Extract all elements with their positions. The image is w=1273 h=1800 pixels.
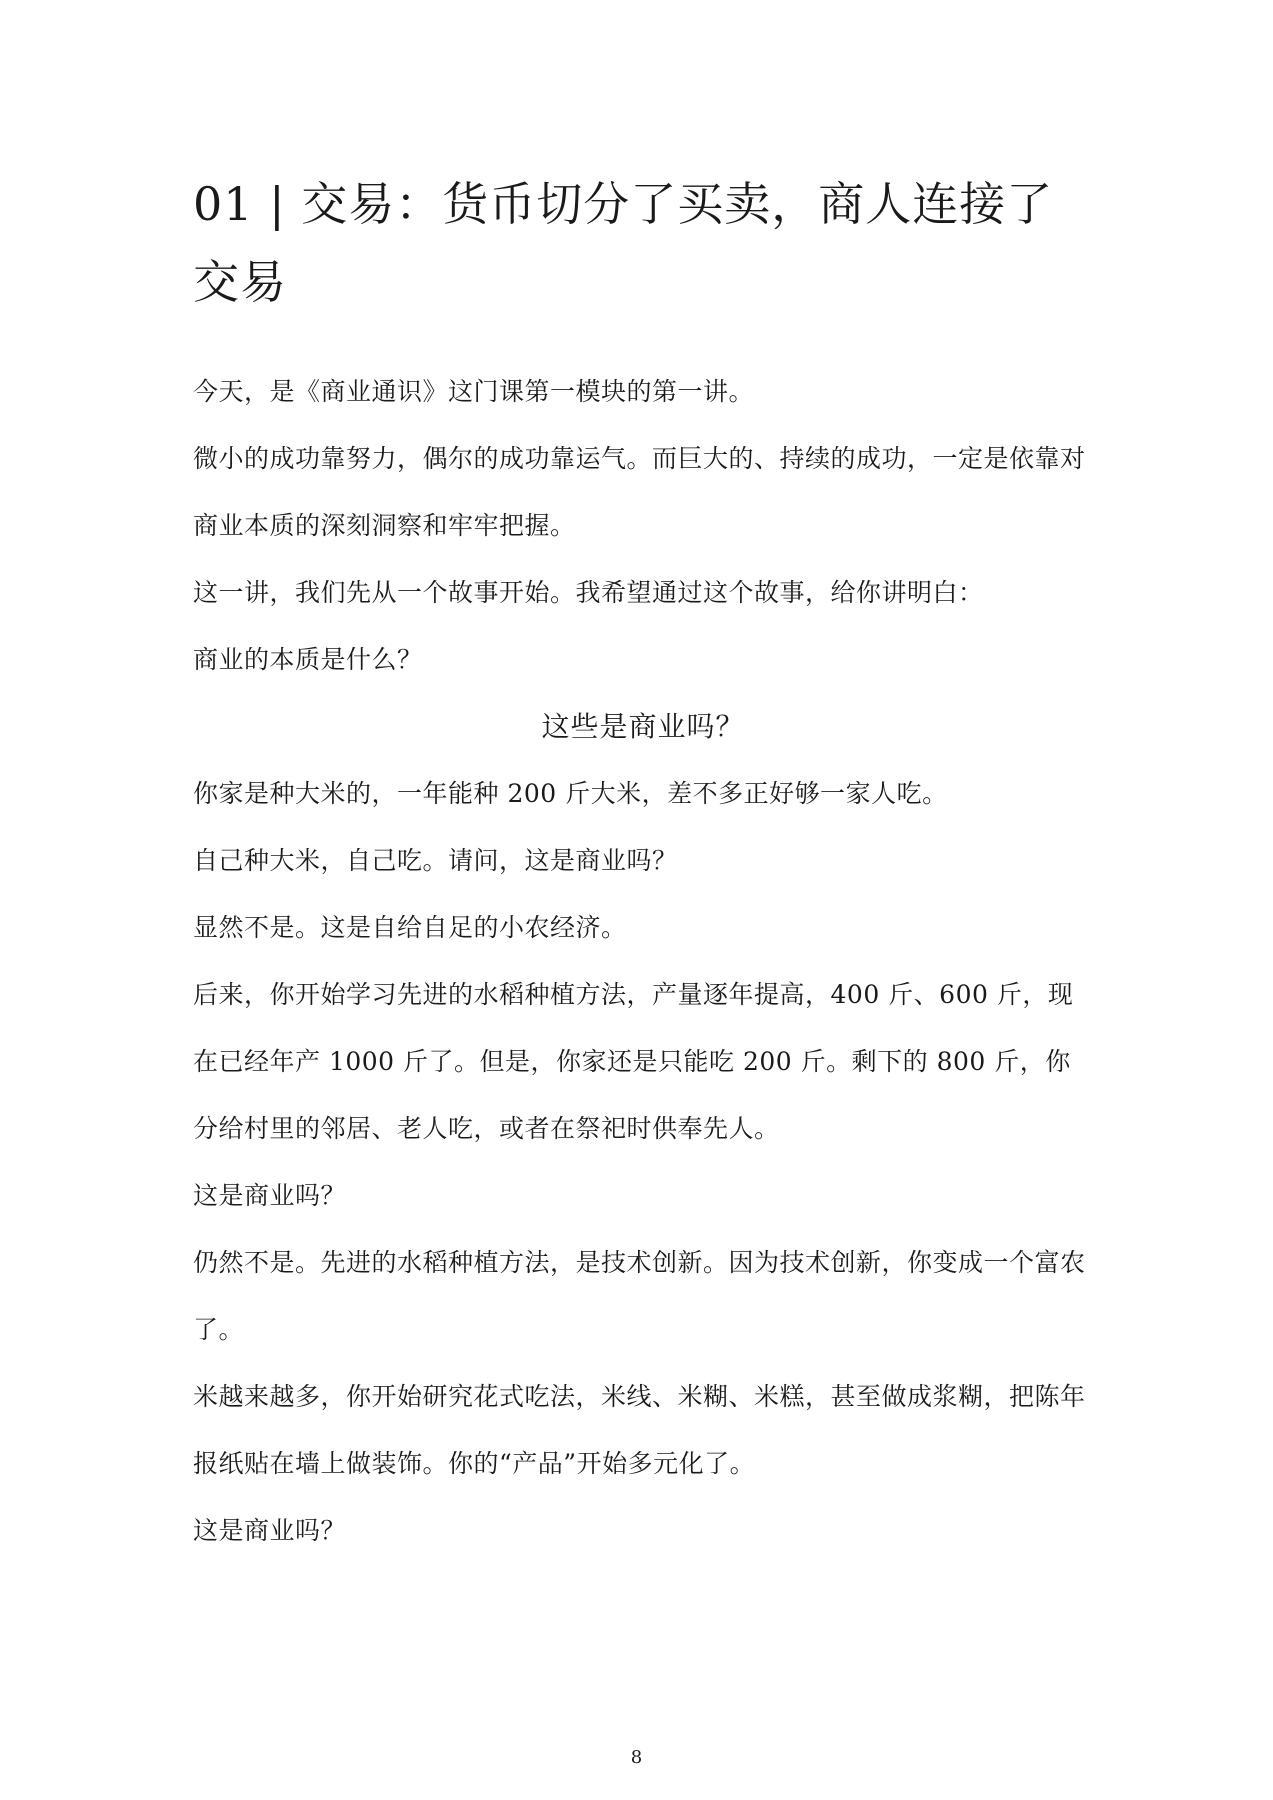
paragraph: 商业的本质是什么？ (193, 645, 423, 674)
section-heading: 这些是商业吗？ (541, 710, 745, 743)
paragraph: 仍然不是。先进的水稻种植方法，是技术创新。因为技术创新，你变成一个富农了。 (193, 1248, 1086, 1344)
paragraph: 米越来越多，你开始研究花式吃法，米线、米糊、米糕，甚至做成浆糊，把陈年报纸贴在墙上做装饰。你的“产品”开始多元化了。 (193, 1382, 1086, 1478)
paragraph: 你家是种大米的，一年能种 200 斤大米，差不多正好够一家人吃。 (193, 779, 948, 808)
paragraph: 这一讲，我们先从一个故事开始。我希望通过这个故事，给你讲明白： (193, 578, 984, 607)
page-number: 8 (630, 1747, 643, 1768)
paragraph: 今天，是《商业通识》这门课第一模块的第一讲。 (193, 377, 755, 406)
paragraph: 自己种大米，自己吃。请问，这是商业吗？ (193, 846, 678, 875)
page-title: 01 | 交易：货币切分了买卖，商人连接了交易 (193, 177, 1054, 309)
paragraph: 微小的成功靠努力，偶尔的成功靠运气。而巨大的、持续的成功，一定是依靠对商业本质的深刻洞察和牢牢把握。 (193, 444, 1086, 540)
document-body (193, 358, 1093, 1564)
paragraph: 这是商业吗？ (193, 1181, 347, 1210)
paragraph: 这是商业吗？ (193, 1516, 347, 1545)
paragraph: 后来，你开始学习先进的水稻种植方法，产量逐年提高，400 斤、600 斤，现在已经年产 1000 斤了。但是，你家还是只能吃 200 斤。剩下的 800 斤，你分给村里的邻居、老人吃，或者在祭祀时供奉先人。 (193, 980, 1074, 1143)
paragraph: 显然不是。这是自给自足的小农经济。 (193, 913, 627, 942)
